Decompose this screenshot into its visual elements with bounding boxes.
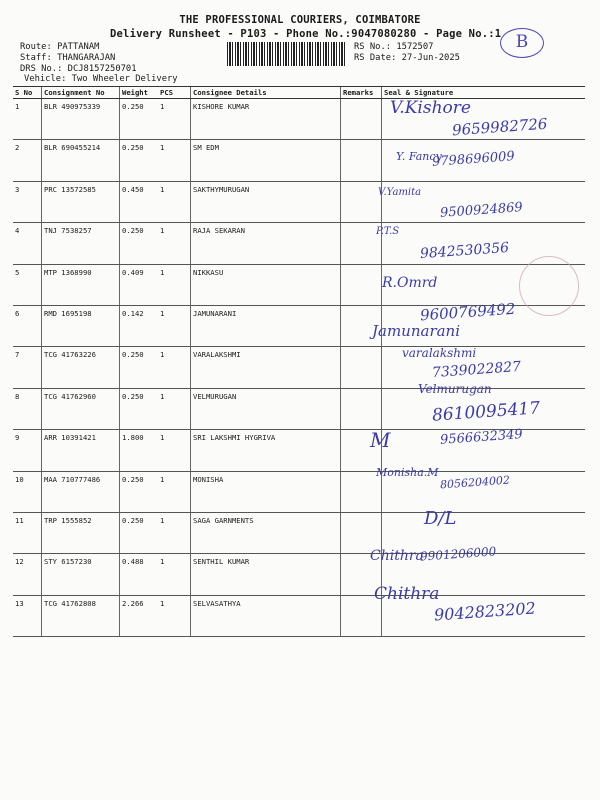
table-row bbox=[13, 512, 585, 553]
cell-sno: 2 bbox=[13, 140, 42, 181]
handwritten-signature: M bbox=[370, 428, 391, 452]
cell-weight: 0.142 bbox=[120, 305, 159, 346]
handwritten-signature: V.Kishore bbox=[390, 98, 471, 118]
col-remarks: Remarks bbox=[341, 87, 382, 99]
cell-consignee: VELMURUGAN bbox=[191, 388, 341, 429]
cell-consignment: STY 6157230 bbox=[42, 554, 120, 595]
handwritten-signature: Chithra bbox=[370, 548, 424, 564]
cell-sno: 8 bbox=[13, 388, 42, 429]
handwritten-phone: 9901206000 bbox=[419, 544, 497, 564]
cell-remarks bbox=[341, 140, 382, 181]
cell-sno: 3 bbox=[13, 181, 42, 222]
cell-consignee: SRI LAKSHMI HYGRIVA bbox=[191, 430, 341, 471]
rs-number: RS No.: 1572507 bbox=[354, 42, 434, 52]
cell-weight: 0.488 bbox=[120, 554, 159, 595]
handwritten-signature: V.Yamita bbox=[378, 187, 422, 198]
cell-weight: 0.250 bbox=[120, 471, 159, 512]
cell-sno: 13 bbox=[13, 595, 42, 636]
cell-consignee: JAMUNARANI bbox=[191, 305, 341, 346]
staff-label: Staff: THANGARAJAN bbox=[20, 53, 116, 63]
rs-date: RS Date: 27-Jun-2025 bbox=[354, 53, 460, 63]
seal-stamp bbox=[519, 256, 579, 316]
cell-pcs: 1 bbox=[158, 512, 191, 553]
cell-pcs: 1 bbox=[158, 595, 191, 636]
handwritten-phone: 8056204002 bbox=[439, 473, 511, 492]
cell-remarks bbox=[341, 181, 382, 222]
cell-sno: 7 bbox=[13, 347, 42, 388]
handwritten-phone: 9600769492 bbox=[419, 299, 516, 325]
cell-pcs: 1 bbox=[158, 430, 191, 471]
handwritten-phone: 8610095417 bbox=[431, 398, 541, 426]
cell-consignment: TCG 41762808 bbox=[42, 595, 120, 636]
handwritten-phone: 7339022827 bbox=[431, 358, 522, 382]
cell-consignment: BLR 490975339 bbox=[42, 99, 120, 140]
cell-consignee: RAJA SEKARAN bbox=[191, 223, 341, 264]
circled-mark: B bbox=[500, 28, 544, 58]
route-label: Route: PATTANAM bbox=[20, 42, 100, 52]
handwritten-signature: Velmurugan bbox=[418, 382, 492, 396]
cell-consignment: MAA 710777486 bbox=[42, 471, 120, 512]
cell-consignee: SAGA GARNMENTS bbox=[191, 512, 341, 553]
handwritten-phone: 9659982726 bbox=[451, 114, 548, 140]
handwritten-signature: Chithra bbox=[374, 584, 440, 604]
cell-weight: 1.800 bbox=[120, 430, 159, 471]
cell-weight: 0.250 bbox=[120, 512, 159, 553]
cell-consignment: ARR 10391421 bbox=[42, 430, 120, 471]
cell-consignment: TRP 1555852 bbox=[42, 512, 120, 553]
handwritten-signature: Monisha.M bbox=[376, 466, 439, 479]
cell-weight: 0.250 bbox=[120, 140, 159, 181]
cell-pcs: 1 bbox=[158, 471, 191, 512]
cell-weight: 2.266 bbox=[120, 595, 159, 636]
table-header-row bbox=[13, 87, 585, 99]
cell-consignee: VARALAKSHMI bbox=[191, 347, 341, 388]
handwritten-phone: 9042823202 bbox=[433, 598, 537, 625]
cell-pcs: 1 bbox=[158, 99, 191, 140]
handwritten-signature: P.T.S bbox=[376, 226, 400, 237]
table-row bbox=[13, 554, 585, 595]
cell-remarks bbox=[341, 264, 382, 305]
cell-pcs: 1 bbox=[158, 223, 191, 264]
cell-weight: 0.250 bbox=[120, 388, 159, 429]
col-seal-signature: Seal & Signature bbox=[382, 87, 586, 99]
handwritten-phone: 9842530356 bbox=[419, 239, 510, 263]
handwritten-phone: 9566632349 bbox=[439, 427, 524, 448]
cell-pcs: 1 bbox=[158, 181, 191, 222]
barcode bbox=[227, 42, 345, 66]
vehicle-label: Vehicle: Two Wheeler Delivery bbox=[24, 74, 178, 84]
cell-pcs: 1 bbox=[158, 140, 191, 181]
cell-weight: 0.409 bbox=[120, 264, 159, 305]
cell-sno: 12 bbox=[13, 554, 42, 595]
col-consignee: Consignee Details bbox=[191, 87, 341, 99]
cell-sno: 4 bbox=[13, 223, 42, 264]
runsheet-subtitle: Delivery Runsheet - P103 - Phone No.:9047080280 - Page No.:1 bbox=[110, 28, 502, 40]
col-consignment: Consignment No bbox=[42, 87, 120, 99]
cell-consignment: PRC 13572585 bbox=[42, 181, 120, 222]
cell-consignee: MONISHA bbox=[191, 471, 341, 512]
handwritten-signature: Y. Fancy bbox=[396, 150, 442, 163]
cell-pcs: 1 bbox=[158, 388, 191, 429]
cell-pcs: 1 bbox=[158, 264, 191, 305]
cell-consignee: KISHORE KUMAR bbox=[191, 99, 341, 140]
cell-consignment: TCG 41763226 bbox=[42, 347, 120, 388]
col-pcs: PCS bbox=[158, 87, 191, 99]
cell-consignee: SM EDM bbox=[191, 140, 341, 181]
handwritten-signature: D/L bbox=[424, 508, 457, 529]
cell-weight: 0.450 bbox=[120, 181, 159, 222]
handwritten-phone: 9500924869 bbox=[439, 200, 524, 221]
cell-consignee: SAKTHYMURUGAN bbox=[191, 181, 341, 222]
cell-consignee: NIKKASU bbox=[191, 264, 341, 305]
cell-consignee: SELVASATHYA bbox=[191, 595, 341, 636]
col-weight: Weight bbox=[120, 87, 159, 99]
cell-sno: 6 bbox=[13, 305, 42, 346]
cell-consignment: TNJ 7538257 bbox=[42, 223, 120, 264]
cell-remarks bbox=[341, 388, 382, 429]
company-title: THE PROFESSIONAL COURIERS, COIMBATORE bbox=[179, 14, 421, 26]
cell-consignment: MTP 1368990 bbox=[42, 264, 120, 305]
cell-weight: 0.250 bbox=[120, 99, 159, 140]
cell-sno: 5 bbox=[13, 264, 42, 305]
cell-pcs: 1 bbox=[158, 305, 191, 346]
cell-pcs: 1 bbox=[158, 347, 191, 388]
drs-label: DRS No.: DCJ8157250701 bbox=[20, 64, 137, 74]
table-row bbox=[13, 264, 585, 305]
cell-weight: 0.250 bbox=[120, 223, 159, 264]
handwritten-phone: 9798696009 bbox=[431, 149, 516, 170]
handwritten-signature: varalakshmi bbox=[402, 346, 477, 360]
cell-consignment: TCG 41762960 bbox=[42, 388, 120, 429]
cell-consignment: RMD 1695198 bbox=[42, 305, 120, 346]
handwritten-signature: Jamunarani bbox=[372, 322, 461, 340]
cell-remarks bbox=[341, 347, 382, 388]
col-sno: S No bbox=[13, 87, 42, 99]
cell-consignee: SENTHIL KUMAR bbox=[191, 554, 341, 595]
cell-sno: 10 bbox=[13, 471, 42, 512]
cell-sno: 11 bbox=[13, 512, 42, 553]
cell-sno: 1 bbox=[13, 99, 42, 140]
handwritten-signature: R.Omrd bbox=[382, 275, 438, 291]
cell-consignment: BLR 690455214 bbox=[42, 140, 120, 181]
cell-sno: 9 bbox=[13, 430, 42, 471]
cell-weight: 0.250 bbox=[120, 347, 159, 388]
cell-remarks bbox=[341, 99, 382, 140]
cell-pcs: 1 bbox=[158, 554, 191, 595]
